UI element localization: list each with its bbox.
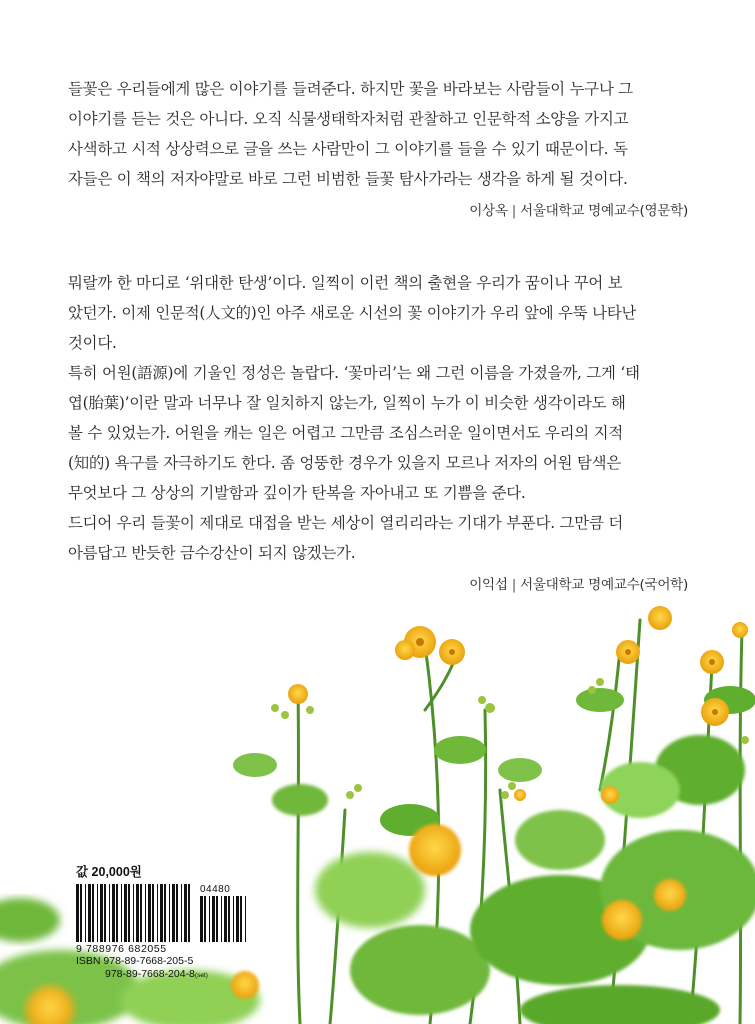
- barcode-bar: [157, 884, 158, 942]
- blurb-line: 이야기를 듣는 것은 아니다. 오직 식물생태학자처럼 관찰하고 인문학적 소양을 가지고: [68, 110, 629, 128]
- blurb-line: (知的) 욕구를 자극하기도 한다. 좀 엉뚱한 경우가 있을지 모르나 저자의 어원 탐색은: [68, 454, 621, 472]
- endorser-name: 이익섭: [469, 577, 508, 593]
- blurb-line: 무엇보다 그 상상의 기발함과 깊이가 탄복을 자아내고 또 기쁨을 준다.: [68, 484, 526, 502]
- blurb-line: 자들은 이 책의 저자야말로 바로 그런 비범한 들꽃 탐사가라는 생각을 하게 될 것이다.: [68, 170, 628, 188]
- barcode-bar: [124, 884, 127, 942]
- barcode-bar: [172, 884, 175, 942]
- barcode-bar: [169, 884, 170, 942]
- barcode-bar: [85, 884, 86, 942]
- barcode-bars: [76, 884, 194, 942]
- price-barcode-block: [76, 862, 251, 982]
- barcode-bar: [128, 884, 130, 942]
- barcode-bar: [97, 884, 98, 942]
- barcode-bar: [176, 884, 178, 942]
- barcode-bar: [140, 884, 142, 942]
- endorser-title: 서울대학교 명예교수(영문학): [519, 203, 688, 219]
- barcode-bar: [188, 884, 190, 942]
- blurb-line: 아름답고 반듯한 금수강산이 되지 않겠는가.: [68, 544, 356, 562]
- blurb-line: 엽(胎葉)’이란 말과 너무나 잘 일치하지 않는가, 일찍이 누가 이 비슷한 생각이라도 해: [68, 394, 626, 412]
- barcode-bar: [112, 884, 115, 942]
- barcode-bar: [109, 884, 110, 942]
- barcode-bar: [116, 884, 118, 942]
- endorser-title: 서울대학교 명예교수(국어학): [519, 577, 688, 593]
- separator: |: [511, 203, 516, 219]
- barcode-number: 9 788976 682055: [76, 943, 167, 955]
- barcode-bar: [148, 884, 151, 942]
- blurb-line: 들꽃은 우리들에게 많은 이야기를 들려준다. 하지만 꽃을 바라보는 사람들이 누구나 그: [68, 80, 633, 98]
- barcode-bar: [121, 884, 122, 942]
- blurb-line: 사색하고 시적 상상력으로 글을 쓰는 사람만이 그 이야기를 들을 수 있기 때문이다. 독: [68, 140, 628, 158]
- isbn-set-number: 978-89-7668-204-8: [105, 968, 195, 980]
- barcode-bar: [233, 896, 234, 942]
- barcode-bar: [236, 896, 239, 942]
- barcode-bar: [204, 896, 206, 942]
- barcode-bar: [80, 884, 82, 942]
- barcode-bar: [145, 884, 146, 942]
- endorsement-1: [68, 74, 688, 226]
- endorser-name: 이상옥: [469, 203, 508, 219]
- blurb-line: 볼 수 있었는가. 어원을 캐는 일은 어렵고 그만큼 조심스러운 일이면서도 우리의 지적: [68, 424, 623, 442]
- barcode-bar: [104, 884, 106, 942]
- barcode-bar: [184, 884, 187, 942]
- barcode-bar: [245, 896, 246, 942]
- blurb-line: 것이다.: [68, 334, 117, 352]
- barcode-bar: [240, 896, 242, 942]
- barcode-bar: [216, 896, 218, 942]
- blurb-line: 았던가. 이제 인문적(人文的)인 아주 새로운 시선의 꽃 이야기가 우리 앞에 우뚝 나타난: [68, 304, 637, 322]
- barcode-bar: [88, 884, 91, 942]
- endorsement-2: [68, 268, 688, 600]
- barcode-bar: [181, 884, 182, 942]
- barcode-bar: [160, 884, 163, 942]
- blurb-line: 뭐랄까 한 마디로 ‘위대한 탄생’이다. 일찍이 이런 책의 출현을 우리가 꿈이나 꾸어 보: [68, 274, 623, 292]
- separator: |: [511, 577, 516, 593]
- barcode-bar: [92, 884, 94, 942]
- blurb-line: 드디어 우리 들꽃이 제대로 대접을 받는 세상이 열리리라는 기대가 부푼다. 그만큼 더: [68, 514, 623, 532]
- barcode-addon-bars: [200, 896, 250, 942]
- barcode-bar: [224, 896, 227, 942]
- barcode-bar: [164, 884, 166, 942]
- endorser-attribution: [68, 196, 688, 226]
- isbn-set: [76, 968, 251, 982]
- barcode-bar: [200, 896, 203, 942]
- barcode-bar: [209, 896, 210, 942]
- barcode-bar: [152, 884, 154, 942]
- blurb-line: 특히 어원(語源)에 기울인 정성은 놀랍다. ‘꽃마리’는 왜 그런 이름을 가졌을까, 그게 ‘태: [68, 364, 640, 382]
- set-label: (set): [194, 972, 208, 979]
- barcode-bar: [228, 896, 230, 942]
- barcode-bar: [136, 884, 139, 942]
- barcode: [76, 884, 251, 942]
- barcode-bar: [100, 884, 103, 942]
- price-label: 값 20,000원: [76, 865, 142, 879]
- barcode-addon-number: 04480: [200, 884, 231, 895]
- isbn: ISBN 978-89-7668-205-5: [76, 955, 194, 967]
- barcode-bar: [221, 896, 222, 942]
- barcode-bar: [76, 884, 79, 942]
- barcode-bar: [133, 884, 134, 942]
- barcode-bar: [212, 896, 215, 942]
